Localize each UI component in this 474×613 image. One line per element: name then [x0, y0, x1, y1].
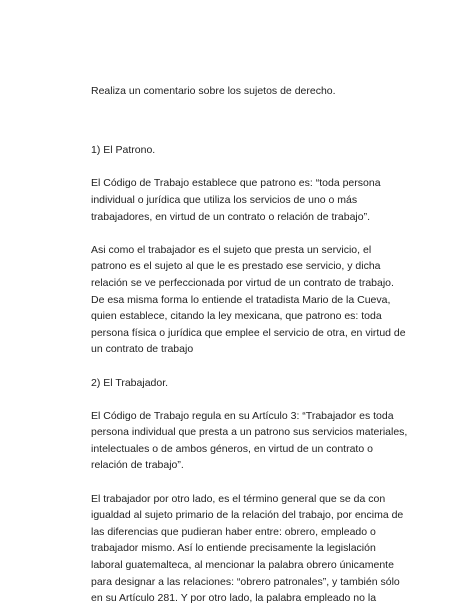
paragraph-line: De esa misma forma lo entiende el tratadista Mario de la Cueva, [91, 293, 391, 306]
paragraph-patrono-definition [91, 175, 391, 225]
paragraph-line: en su Artículo 281. Y por otro lado, la palabra empleado no la [91, 592, 377, 605]
document-title: Realiza un comentario sobre los sujetos de derecho. [91, 85, 336, 97]
paragraph-line: para designar a las relaciones: “obrero patronales”, y también sólo [91, 575, 400, 588]
paragraph-line: laboral guatemalteca, al mencionar la palabra obrero únicamente [91, 559, 394, 572]
paragraph-line: Asi como el trabajador es el sujeto que presta un servicio, el [91, 243, 372, 256]
paragraph-trabajador-commentary [91, 491, 404, 607]
paragraph-line: El Código de Trabajo regula en su Artículo 3: “Trabajador es toda [91, 409, 394, 422]
paragraph-line: trabajadores, en virtud de un contrato o relación de trabajo”. [91, 210, 371, 223]
paragraph-line: individual o jurídica que utiliza los servicios de uno o más [91, 193, 358, 206]
paragraph-line: igualdad al sujeto primario de la relación del trabajo, por encima de [91, 509, 404, 522]
paragraph-patrono-commentary [91, 242, 406, 358]
paragraph-line: El Código de Trabajo establece que patrono es: “toda persona [91, 177, 381, 190]
paragraph-line: quien establece, citando la ley mexicana, que patrono es: toda [91, 310, 382, 323]
paragraph-trabajador-definition [91, 408, 408, 474]
paragraph-line: persona física o jurídica que emplee el servicio de otra, en virtud de [91, 326, 406, 339]
paragraph-line: patrono es el sujeto al que le es prestado ese servicio, y dicha [91, 260, 381, 273]
section-heading-patrono: 1) El Patrono. [91, 144, 156, 157]
paragraph-line: trabajador mismo. Así lo entiende precisamente la legislación [91, 542, 376, 555]
document-body [91, 83, 408, 607]
paragraph-line: persona individual que presta a un patrono sus servicios materiales, [91, 426, 408, 439]
paragraph-line: las diferencias que pudieran haber entre: obrero, empleado o [91, 525, 376, 538]
paragraph-line: relación se ve perfeccionada por virtud de un contrato de trabajo. [91, 276, 394, 289]
paragraph-line: relación de trabajo”. [91, 459, 184, 472]
paragraph-line: El trabajador por otro lado, es el término general que se da con [91, 492, 386, 505]
paragraph-line: un contrato de trabajo [91, 343, 194, 356]
section-heading-trabajador: 2) El Trabajador. [91, 376, 169, 389]
paragraph-line: intelectuales o de ambos géneros, en virtud de un contrato o [91, 442, 373, 455]
